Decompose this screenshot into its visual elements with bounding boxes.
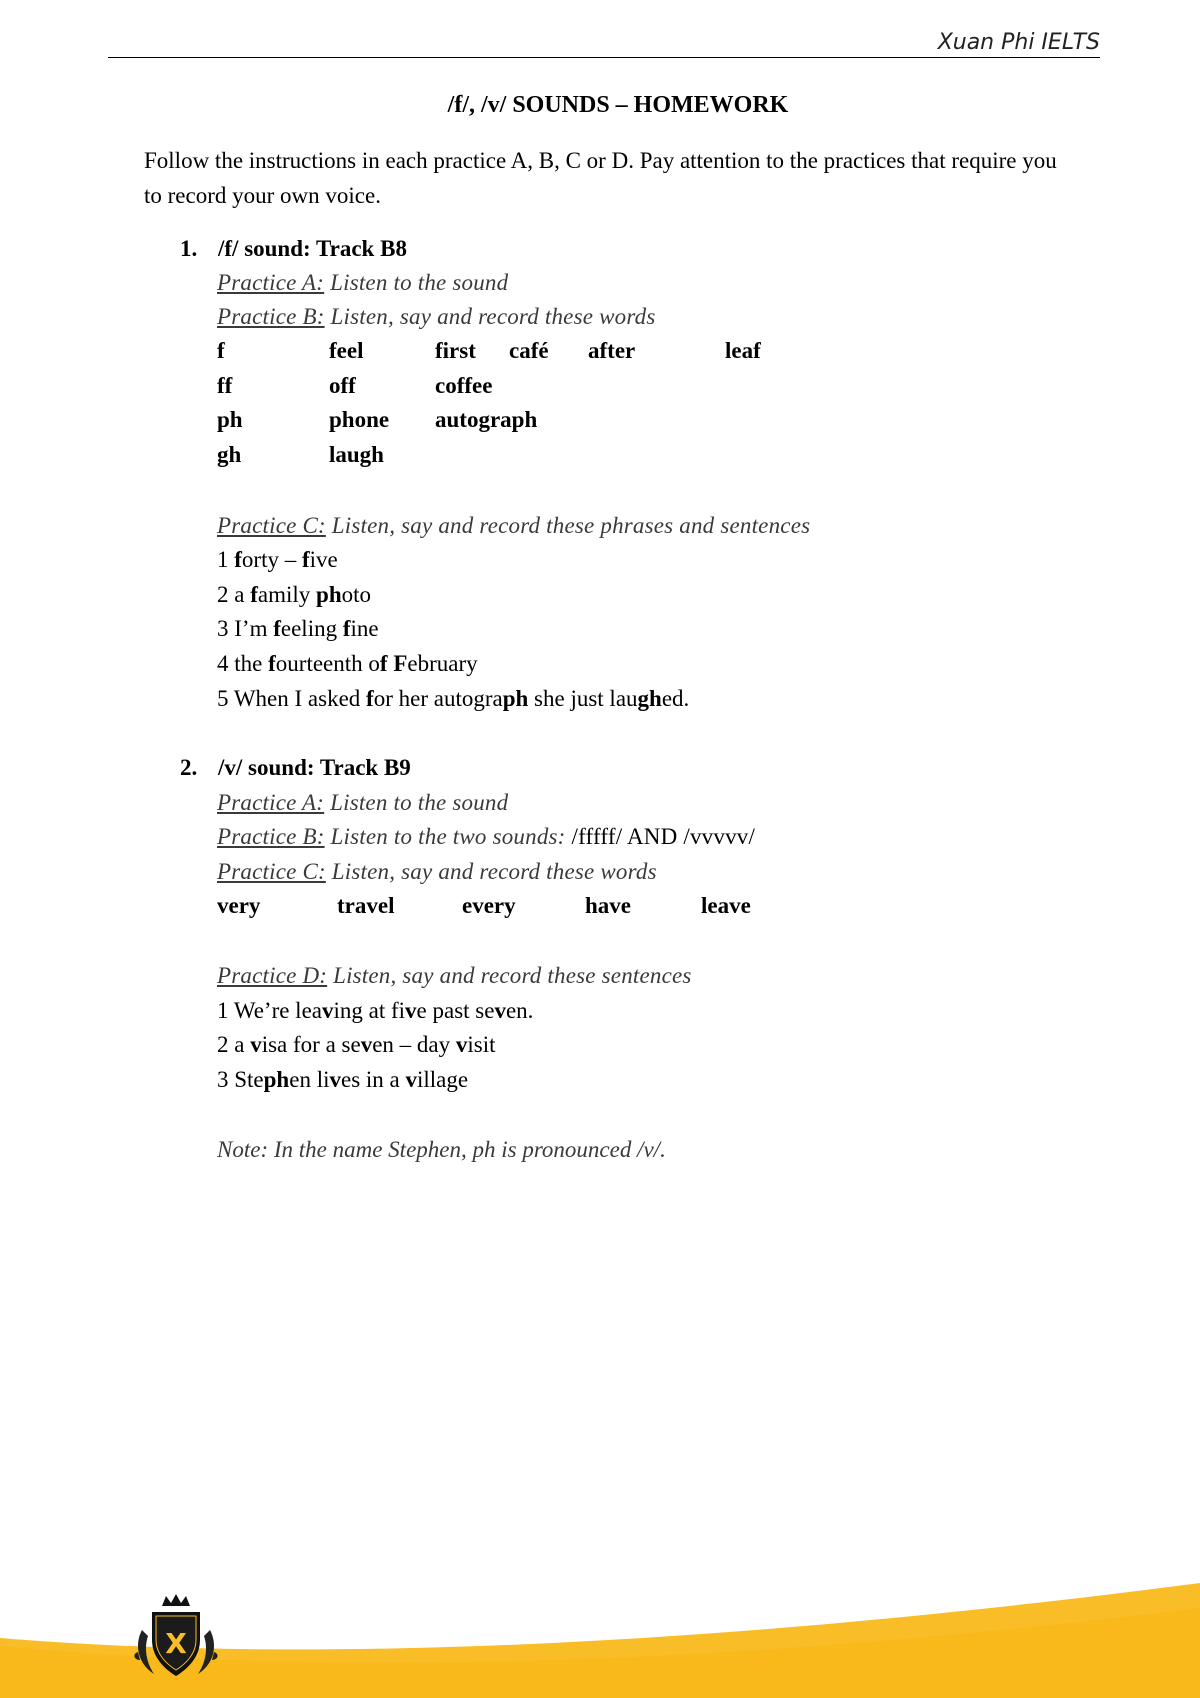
sentence-text: ed. <box>661 686 690 711</box>
s2-practice-d-label: Practice D: <box>217 963 328 988</box>
s1-word: phone <box>329 407 390 432</box>
section-1-number: 1. <box>180 236 198 261</box>
highlighted-letters: v <box>360 1032 373 1057</box>
sentence-text: isa for a se <box>261 1032 361 1057</box>
s1-sentence <box>217 547 338 573</box>
s2-practice-c-label: Practice C: <box>217 859 326 884</box>
highlighted-letters: ph <box>502 686 529 711</box>
section-1-heading <box>180 236 407 262</box>
s2-practice-b-text: Listen to the two sounds: <box>324 824 572 849</box>
s1-sentence <box>217 582 371 608</box>
s1-word: f <box>217 338 225 363</box>
s1-word: autograph <box>435 407 538 432</box>
section-2-number: 2. <box>180 755 198 780</box>
s2-practice-d <box>217 963 692 989</box>
s2-sentence <box>217 998 533 1024</box>
crest-logo <box>128 1590 224 1686</box>
s2-practice-b-sounds: /fffff/ AND /vvvvv/ <box>571 824 756 849</box>
pronunciation-note: Note: In the name Stephen, ph is pronounced /v/. <box>217 1137 666 1162</box>
s1-practice-c <box>217 513 810 539</box>
section-2-heading <box>180 755 411 781</box>
s1-practice-c-label: Practice C: <box>217 513 326 538</box>
sentence-text: 3 I’m <box>217 616 274 641</box>
sentence-text: she just lau <box>528 686 638 711</box>
sentence-text: ine <box>350 616 379 641</box>
sentence-text: amily <box>257 582 317 607</box>
highlighted-letters: v <box>405 1067 417 1092</box>
s1-word: coffee <box>435 373 493 398</box>
header-brand: Xuan Phi IELTS <box>937 30 1100 55</box>
s1-word: laugh <box>329 442 384 467</box>
s2-practice-c-text: Listen, say and record these words <box>325 859 657 884</box>
s2-word: every <box>462 893 516 918</box>
s1-practice-a-label: Practice A: <box>217 270 325 295</box>
highlighted-letters: v <box>455 1032 468 1057</box>
highlighted-letters: v <box>329 1067 341 1092</box>
highlighted-letters: f <box>250 582 258 607</box>
highlighted-letters: f <box>342 616 351 641</box>
section-2-title: /v/ sound: Track B9 <box>218 755 411 780</box>
s2-practice-b-label: Practice B: <box>217 824 325 849</box>
s2-word: leave <box>701 893 751 918</box>
sentence-text: ourteenth o <box>275 651 380 676</box>
s1-practice-b-label: Practice B: <box>217 304 325 329</box>
s1-word: feel <box>329 338 364 363</box>
s1-sentence <box>217 651 478 677</box>
highlighted-letters: f <box>366 686 374 711</box>
s2-word: travel <box>337 893 395 918</box>
sentence-text: ive <box>309 547 338 572</box>
s1-word: ff <box>217 373 233 398</box>
s2-practice-d-text: Listen, say and record these sentences <box>327 963 692 988</box>
section-1-title: /f/ sound: Track B8 <box>218 236 407 261</box>
s1-practice-a-text: Listen to the sound <box>324 270 509 295</box>
sentence-text: 2 a <box>217 1032 251 1057</box>
sentence-text: ebruary <box>407 651 478 676</box>
s1-word: off <box>329 373 356 398</box>
highlighted-letters: gh <box>637 686 662 711</box>
s2-practice-c <box>217 859 657 885</box>
sentence-text: 4 the <box>217 651 269 676</box>
s2-word: have <box>585 893 631 918</box>
intro-paragraph: Follow the instructions in each practice A, B, C or D. Pay attention to the practices that require you to record your own voice. <box>144 148 1057 208</box>
sentence-text: es in a <box>340 1067 406 1092</box>
s2-practice-b <box>217 824 755 850</box>
s2-practice-a-label: Practice A: <box>217 790 325 815</box>
s1-practice-a <box>217 270 508 296</box>
sentence-text: 5 When I asked <box>217 686 367 711</box>
highlighted-letters: v <box>494 998 506 1023</box>
s1-practice-b-text: Listen, say and record these words <box>324 304 656 329</box>
sentence-text: eeling <box>280 616 343 641</box>
s2-sentence <box>217 1032 496 1058</box>
sentence-text: en – day <box>372 1032 456 1057</box>
s1-word: gh <box>217 442 242 467</box>
sentence-text: ing at fi <box>333 998 406 1023</box>
s1-sentence <box>217 686 689 712</box>
s1-word: café <box>509 338 549 363</box>
s1-practice-c-text: Listen, say and record these phrases and sentences <box>325 513 811 538</box>
sentence-text: 3 Ste <box>217 1067 264 1092</box>
sentence-text: en li <box>289 1067 330 1092</box>
logo-letter: X <box>165 1627 187 1660</box>
s2-word: very <box>217 893 261 918</box>
header-rule <box>108 57 1100 58</box>
s2-practice-a <box>217 790 508 816</box>
highlighted-letters: f <box>379 651 388 676</box>
highlighted-letters: F <box>393 651 408 676</box>
highlighted-letters: v <box>322 998 334 1023</box>
highlighted-letters: v <box>250 1032 262 1057</box>
sentence-text: 1 We’re lea <box>217 998 322 1023</box>
s1-word: leaf <box>725 338 761 363</box>
s1-sentence <box>217 616 379 642</box>
highlighted-letters: f <box>273 616 281 641</box>
document-title: /f/, /v/ SOUNDS – HOMEWORK <box>447 92 789 118</box>
sentence-text: or her autogra <box>373 686 503 711</box>
sentence-text: oto <box>341 582 372 607</box>
sentence-text: en. <box>505 998 534 1023</box>
highlighted-letters: ph <box>316 582 342 607</box>
highlighted-letters: ph <box>263 1067 290 1092</box>
s1-practice-b <box>217 304 655 330</box>
s2-practice-a-text: Listen to the sound <box>324 790 509 815</box>
sentence-text: 1 <box>217 547 235 572</box>
sentence-text: orty – <box>241 547 302 572</box>
highlighted-letters: f <box>268 651 276 676</box>
highlighted-letters: f <box>301 547 310 572</box>
s1-word: first <box>435 338 476 363</box>
crown-icon <box>162 1594 190 1606</box>
s1-word: ph <box>217 407 243 432</box>
sentence-text: isit <box>467 1032 496 1057</box>
sentence-text: illage <box>417 1067 469 1092</box>
sentence-text: e past se <box>416 998 495 1023</box>
sentence-text: 2 a <box>217 582 251 607</box>
highlighted-letters: v <box>405 998 417 1023</box>
highlighted-letters: f <box>234 547 242 572</box>
s2-sentence <box>217 1067 468 1093</box>
s1-word: after <box>588 338 636 363</box>
